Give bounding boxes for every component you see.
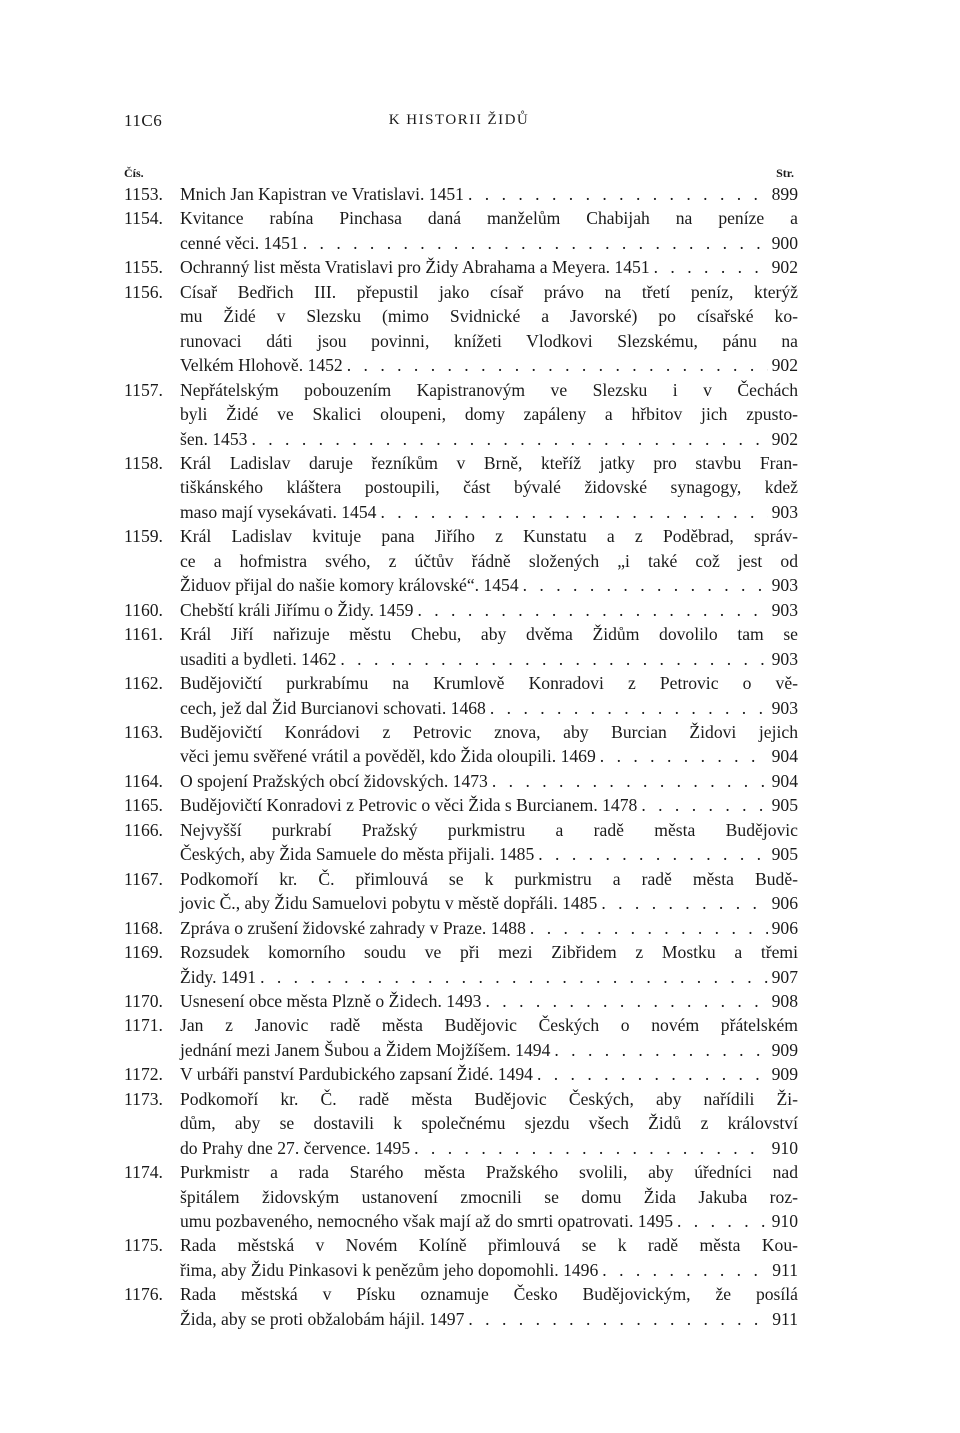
table-of-contents (124, 182, 798, 1331)
entry-number: 1156. (124, 281, 163, 302)
dot-leader (554, 1038, 767, 1062)
entry-line (180, 842, 798, 866)
entry-line (180, 1160, 798, 1184)
dot-leader (260, 965, 768, 989)
entry-page-number: 910 (771, 1211, 798, 1232)
list-item (124, 598, 798, 622)
list-item (124, 622, 798, 671)
entry-number: 1166. (124, 819, 163, 840)
entry-text: Budějovičtí Konrádovi z Petrovic znova, aby Burcian Židovi jejich (180, 721, 798, 742)
entry-line (180, 891, 798, 915)
entry-line (180, 1013, 798, 1037)
page-header (124, 111, 794, 137)
entry-line (180, 1038, 798, 1062)
entry-page-number: 911 (772, 1259, 798, 1280)
entry-text: Budějovičtí Konradovi z Petrovic o věci Žida s Burcianem. 1478 (180, 795, 638, 816)
entry-number: 1165. (124, 795, 163, 816)
dot-leader (654, 255, 768, 279)
entry-page-number: 911 (772, 1308, 798, 1329)
entry-text: umu pozbaveného, nemocného však mají až do smrti opatrovati. 1495 (180, 1211, 673, 1232)
entry-text: jednání mezi Janem Šubou a Židem Mojžíšem. 1494 (180, 1039, 551, 1060)
dot-leader (677, 1209, 768, 1233)
entry-line (180, 353, 798, 377)
dot-leader (601, 891, 767, 915)
entry-line (180, 231, 798, 255)
entry-text: Nejvyšší purkrabí Pražský purkmistru a radě města Budějovic (180, 819, 798, 840)
entry-line (180, 1258, 798, 1282)
entry-line (180, 965, 798, 989)
entry-text: tiškánského kláštera postoupili, část bývalé židovské synagogy, kdež (180, 477, 798, 498)
entry-line (180, 1209, 798, 1233)
entry-text: Mnich Jan Kapistran ve Vratislavi. 1451 (180, 184, 464, 204)
list-item (124, 182, 798, 206)
column-header-number: Čís. (124, 166, 144, 180)
entry-line (180, 720, 798, 744)
entry-text: V urbáři panství Pardubického zapsaní Židé. 1494 (180, 1064, 533, 1085)
entry-number: 1168. (124, 917, 163, 938)
entry-text: špitálem židovským ustanovení zmocnili se domu Žida Jakuba roz- (180, 1186, 798, 1207)
entry-line (180, 1233, 798, 1257)
running-title: K HISTORII ŽIDŮ (388, 112, 530, 128)
entry-line (180, 598, 798, 622)
entry-page-number: 903 (771, 697, 798, 718)
entry-page-number: 908 (771, 990, 798, 1011)
entry-line (180, 549, 798, 573)
entry-line (180, 744, 798, 768)
entry-line (180, 280, 798, 304)
entry-text: Rada městská v Novém Kolíně přimlouvá se k radě města Kou- (180, 1235, 798, 1256)
entry-line (180, 622, 798, 646)
entry-page-number: 903 (771, 648, 798, 669)
list-item (124, 916, 798, 940)
entry-text: do Prahy dne 27. července. 1495 (180, 1137, 411, 1158)
entry-line (180, 1111, 798, 1135)
dot-leader (468, 1307, 768, 1331)
entry-line (180, 329, 798, 353)
entry-number: 1164. (124, 770, 163, 791)
entry-number: 1154. (124, 208, 163, 229)
entry-text: Chebští králi Jiřímu o Židy. 1459 (180, 599, 414, 620)
entry-text: ce a hofmistra svého, z účtův řádně složených „i také což jest od (180, 550, 798, 571)
entry-number: 1153. (124, 184, 163, 204)
dot-leader (490, 696, 768, 720)
entry-line (180, 696, 798, 720)
list-item (124, 1013, 798, 1062)
entry-number: 1171. (124, 1015, 163, 1036)
entry-text: šen. 1453 (180, 428, 248, 449)
entry-text: Nepřátelským pobouzením Kapistranovým ve Slezsku i v Čechách (180, 379, 798, 400)
entry-page-number: 902 (771, 428, 798, 449)
entry-number: 1175. (124, 1235, 163, 1256)
list-item (124, 451, 798, 524)
entry-page-number: 909 (771, 1064, 798, 1085)
entry-number: 1169. (124, 942, 163, 963)
entry-number: 1159. (124, 526, 163, 547)
dot-leader (492, 769, 768, 793)
entry-page-number: 903 (771, 501, 798, 522)
entry-text: Král Jiří nařizuje městu Chebu, aby dvěma Židům dovolilo tam se (180, 624, 798, 645)
entry-text: runovaci dáti jsou povinni, knížeti Vlodkovi Slezskému, pánu na (180, 330, 798, 351)
entry-text: usaditi a bydleti. 1462 (180, 648, 337, 669)
entry-number: 1157. (124, 379, 163, 400)
list-item (124, 1062, 798, 1086)
entry-line (180, 206, 798, 230)
entry-line (180, 647, 798, 671)
entry-page-number: 900 (771, 232, 798, 253)
list-item (124, 1233, 798, 1282)
entry-line (180, 451, 798, 475)
dot-leader (641, 793, 767, 817)
dot-leader (251, 427, 767, 451)
entry-text: Podkomoří kr. Č. radě města Budějovic Českých, aby nařídili Ži- (180, 1088, 798, 1109)
entry-text: Rada městská v Písku oznamuje Česko Budějovickým, že posílá (180, 1284, 798, 1305)
entry-line (180, 1307, 798, 1331)
list-item (124, 989, 798, 1013)
list-item (124, 206, 798, 255)
page-number: 11C6 (124, 111, 163, 130)
entry-number: 1158. (124, 452, 163, 473)
entry-text: Podkomoří kr. Č. přimlouvá se k purkmistru a radě města Budě- (180, 868, 798, 889)
entry-line (180, 1185, 798, 1209)
entry-line (180, 1062, 798, 1086)
entry-line (180, 671, 798, 695)
entry-line (180, 793, 798, 817)
entry-number: 1173. (124, 1088, 163, 1109)
entry-text: O spojení Pražských obcí židovských. 1473 (180, 770, 488, 791)
column-header-page: Str. (776, 166, 794, 180)
list-item (124, 1087, 798, 1160)
entry-page-number: 903 (771, 599, 798, 620)
entry-text: Velkém Hlohově. 1452 (180, 355, 343, 376)
entry-text: Rozsudek komorního soudu ve při mezi Zibřidem z Mostku a třemi (180, 942, 798, 963)
entry-page-number: 910 (771, 1137, 798, 1158)
entry-text: maso mají vysekávati. 1454 (180, 501, 377, 522)
entry-line (180, 989, 798, 1013)
dot-leader (347, 353, 768, 377)
entry-text: cech, jež dal Žid Burcianovi schovati. 1468 (180, 697, 486, 718)
list-item (124, 720, 798, 769)
entry-number: 1160. (124, 599, 163, 620)
dot-leader (523, 573, 768, 597)
dot-leader (530, 916, 768, 940)
list-item (124, 818, 798, 867)
dot-leader (538, 842, 767, 866)
list-item (124, 769, 798, 793)
list-item (124, 378, 798, 451)
entry-text: Ochranný list města Vratislavi pro Židy Abrahama a Meyera. 1451 (180, 257, 650, 278)
entry-text: Kvitance rabína Pinchasa daná manželům Chabijah na peníze a (180, 208, 798, 229)
entry-line (180, 940, 798, 964)
dot-leader (485, 989, 767, 1013)
entry-text: cenné věci. 1451 (180, 232, 299, 253)
entry-text: Zpráva o zrušení židovské zahrady v Praze. 1488 (180, 917, 526, 938)
entry-line (180, 475, 798, 499)
entry-text: Jan z Janovic radě města Budějovic Českých o novém přátelském (180, 1015, 798, 1036)
entry-text: Židy. 1491 (180, 966, 257, 987)
entry-page-number: 906 (771, 917, 798, 938)
list-item (124, 793, 798, 817)
dot-leader (417, 598, 767, 622)
entry-text: Židuov přijal do našie komory královské“. 1454 (180, 575, 519, 596)
dot-leader (602, 1258, 768, 1282)
entry-line (180, 427, 798, 451)
list-item (124, 280, 798, 378)
entry-number: 1155. (124, 257, 163, 278)
entry-page-number: 904 (771, 746, 798, 767)
entry-text: Král Ladislav kvituje pana Jiřího z Kunstatu a z Poděbrad, správ- (180, 526, 798, 547)
dot-leader (468, 182, 768, 206)
list-item (124, 867, 798, 916)
entry-line (180, 769, 798, 793)
entry-page-number: 909 (771, 1039, 798, 1060)
entry-page-number: 904 (771, 770, 798, 791)
entry-number: 1172. (124, 1064, 163, 1085)
list-item (124, 671, 798, 720)
entry-number: 1161. (124, 624, 163, 645)
entry-number: 1176. (124, 1284, 163, 1305)
entry-text: Král Ladislav daruje řezníkům v Brně, kteříž jatky pro stavbu Fran- (180, 452, 798, 473)
entry-line (180, 1136, 798, 1160)
entry-line (180, 378, 798, 402)
dot-leader (380, 500, 767, 524)
list-item (124, 940, 798, 989)
entry-text: jovic Č., aby Židu Samuelovi pobytu v městě dopřáli. 1485 (180, 893, 598, 914)
entry-line (180, 182, 798, 206)
entry-page-number: 906 (771, 893, 798, 914)
entry-page-number: 905 (771, 844, 798, 865)
list-item (124, 1282, 798, 1331)
entry-page-number: 905 (771, 795, 798, 816)
entry-text: Budějovičtí purkrabímu na Krumlově Konradovi z Petrovic o vě- (180, 673, 798, 694)
entry-text: řima, aby Židu Pinkasovi k penězům jeho dopomohli. 1496 (180, 1259, 599, 1280)
entry-line (180, 304, 798, 328)
entry-line (180, 1282, 798, 1306)
entry-text: věci jemu svěřené vrátil a pověděl, kdo Žida oloupili. 1469 (180, 746, 596, 767)
entry-page-number: 907 (771, 966, 798, 987)
entry-text: Císař Bedřich III. přepustil jako císař právo na třetí peníz, kterýž (180, 281, 798, 302)
entry-number: 1162. (124, 673, 163, 694)
entry-page-number: 902 (771, 257, 798, 278)
list-item (124, 524, 798, 597)
list-item (124, 255, 798, 279)
dot-leader (414, 1136, 767, 1160)
entry-number: 1174. (124, 1162, 163, 1183)
entry-text: Usnesení obce města Plzně o Židech. 1493 (180, 990, 482, 1011)
entry-text: Žida, aby se proti obžalobám hájil. 1497 (180, 1308, 465, 1329)
dot-leader (537, 1062, 768, 1086)
entry-line (180, 916, 798, 940)
entry-text: Českých, aby Žida Samuele do města přijali. 1485 (180, 844, 535, 865)
list-item (124, 1160, 798, 1233)
entry-page-number: 902 (771, 355, 798, 376)
entry-text: dům, aby se dostavili k společnému sjezdu všech Židů z království (180, 1113, 798, 1134)
entry-line (180, 818, 798, 842)
entry-text: mu Židé v Slezsku (mimo Svidnické a Javorské) po císařské ko- (180, 306, 798, 327)
entry-number: 1163. (124, 721, 163, 742)
entry-page-number: 903 (771, 575, 798, 596)
dot-leader (600, 744, 768, 768)
dot-leader (340, 647, 767, 671)
entry-line (180, 1087, 798, 1111)
entry-line (180, 402, 798, 426)
entry-line (180, 255, 798, 279)
dot-leader (303, 231, 768, 255)
entry-number: 1170. (124, 990, 163, 1011)
entry-number: 1167. (124, 868, 163, 889)
entry-line (180, 524, 798, 548)
entry-line (180, 500, 798, 524)
entry-text: Purkmistr a rada Starého města Pražského svolili, aby úředníci nad (180, 1162, 798, 1183)
entry-text: byli Židé ve Skalici oloupeni, domy zapáleny a hřbitov jich zpusto- (180, 404, 798, 425)
entry-page-number: 899 (771, 184, 798, 204)
entry-line (180, 867, 798, 891)
entry-line (180, 573, 798, 597)
